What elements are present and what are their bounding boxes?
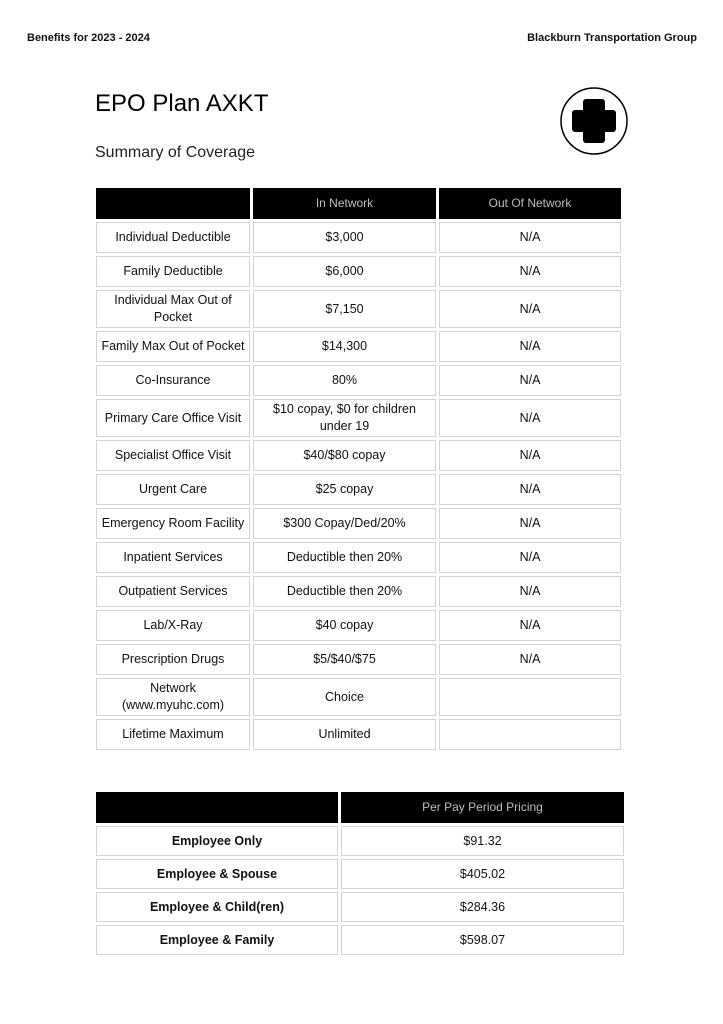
- pricing-header-blank: [96, 792, 338, 823]
- medical-cross-icon: [560, 87, 628, 155]
- plan-title: EPO Plan AXKT: [95, 90, 269, 117]
- out-network-value: N/A: [439, 331, 621, 362]
- coverage-tier-label: Employee & Child(ren): [96, 892, 338, 922]
- benefit-label: Individual Max Out of Pocket: [96, 290, 250, 328]
- table-row: [96, 719, 621, 750]
- tier-price: $91.32: [341, 826, 624, 856]
- benefit-label: Family Deductible: [96, 256, 250, 287]
- in-network-value: $300 Copay/Ded/20%: [253, 508, 436, 539]
- out-network-value: [439, 719, 621, 750]
- in-network-value: 80%: [253, 365, 436, 396]
- coverage-header-row: [96, 188, 621, 219]
- benefit-label: Urgent Care: [96, 474, 250, 505]
- table-row: [96, 290, 621, 328]
- benefit-label: Lab/X-Ray: [96, 610, 250, 641]
- in-network-value: Deductible then 20%: [253, 542, 436, 573]
- in-network-value: Choice: [253, 678, 436, 716]
- out-network-value: N/A: [439, 222, 621, 253]
- coverage-header-in-network: In Network: [253, 188, 436, 219]
- benefit-label: Prescription Drugs: [96, 644, 250, 675]
- benefit-label: Co-Insurance: [96, 365, 250, 396]
- table-row: [96, 576, 621, 607]
- in-network-value: $40/$80 copay: [253, 440, 436, 471]
- benefit-label: Outpatient Services: [96, 576, 250, 607]
- table-row: [96, 859, 624, 889]
- table-row: [96, 826, 624, 856]
- in-network-value: $7,150: [253, 290, 436, 328]
- table-row: [96, 925, 624, 955]
- tier-price: $598.07: [341, 925, 624, 955]
- out-network-value: N/A: [439, 576, 621, 607]
- table-row: [96, 508, 621, 539]
- in-network-value: Deductible then 20%: [253, 576, 436, 607]
- tier-price: $284.36: [341, 892, 624, 922]
- in-network-value: Unlimited: [253, 719, 436, 750]
- out-network-value: N/A: [439, 610, 621, 641]
- out-network-value: N/A: [439, 256, 621, 287]
- header-benefits-period: Benefits for 2023 - 2024: [27, 32, 150, 44]
- in-network-value: $10 copay, $0 for children under 19: [253, 399, 436, 437]
- out-network-value: N/A: [439, 365, 621, 396]
- benefit-label: Individual Deductible: [96, 222, 250, 253]
- table-row: [96, 678, 621, 716]
- pricing-header-row: [96, 792, 624, 823]
- in-network-value: $40 copay: [253, 610, 436, 641]
- benefit-label: Family Max Out of Pocket: [96, 331, 250, 362]
- table-row: [96, 610, 621, 641]
- coverage-tier-label: Employee & Family: [96, 925, 338, 955]
- in-network-value: $6,000: [253, 256, 436, 287]
- table-row: [96, 440, 621, 471]
- table-row: [96, 222, 621, 253]
- out-network-value: N/A: [439, 290, 621, 328]
- out-network-value: N/A: [439, 508, 621, 539]
- in-network-value: $14,300: [253, 331, 436, 362]
- coverage-tier-label: Employee & Spouse: [96, 859, 338, 889]
- in-network-value: $3,000: [253, 222, 436, 253]
- benefit-label: Network (www.myuhc.com): [96, 678, 250, 716]
- out-network-value: N/A: [439, 399, 621, 437]
- table-row: [96, 644, 621, 675]
- benefit-label: Emergency Room Facility: [96, 508, 250, 539]
- coverage-tier-label: Employee Only: [96, 826, 338, 856]
- benefit-label: Lifetime Maximum: [96, 719, 250, 750]
- out-network-value: N/A: [439, 440, 621, 471]
- pricing-header-per-pay-period: Per Pay Period Pricing: [341, 792, 624, 823]
- out-network-value: [439, 678, 621, 716]
- in-network-value: $5/$40/$75: [253, 644, 436, 675]
- header-company-name: Blackburn Transportation Group: [527, 32, 697, 44]
- out-network-value: N/A: [439, 542, 621, 573]
- table-row: [96, 365, 621, 396]
- table-row: [96, 331, 621, 362]
- table-row: [96, 474, 621, 505]
- in-network-value: $25 copay: [253, 474, 436, 505]
- table-row: [96, 256, 621, 287]
- plan-subtitle: Summary of Coverage: [95, 144, 256, 161]
- benefit-label: Primary Care Office Visit: [96, 399, 250, 437]
- benefit-label: Inpatient Services: [96, 542, 250, 573]
- coverage-table: [93, 185, 624, 753]
- benefit-label: Specialist Office Visit: [96, 440, 250, 471]
- tier-price: $405.02: [341, 859, 624, 889]
- out-network-value: N/A: [439, 644, 621, 675]
- table-row: [96, 399, 621, 437]
- coverage-header-out-network: Out Of Network: [439, 188, 621, 219]
- coverage-header-blank: [96, 188, 250, 219]
- table-row: [96, 542, 621, 573]
- out-network-value: N/A: [439, 474, 621, 505]
- table-row: [96, 892, 624, 922]
- pricing-table: [93, 789, 627, 958]
